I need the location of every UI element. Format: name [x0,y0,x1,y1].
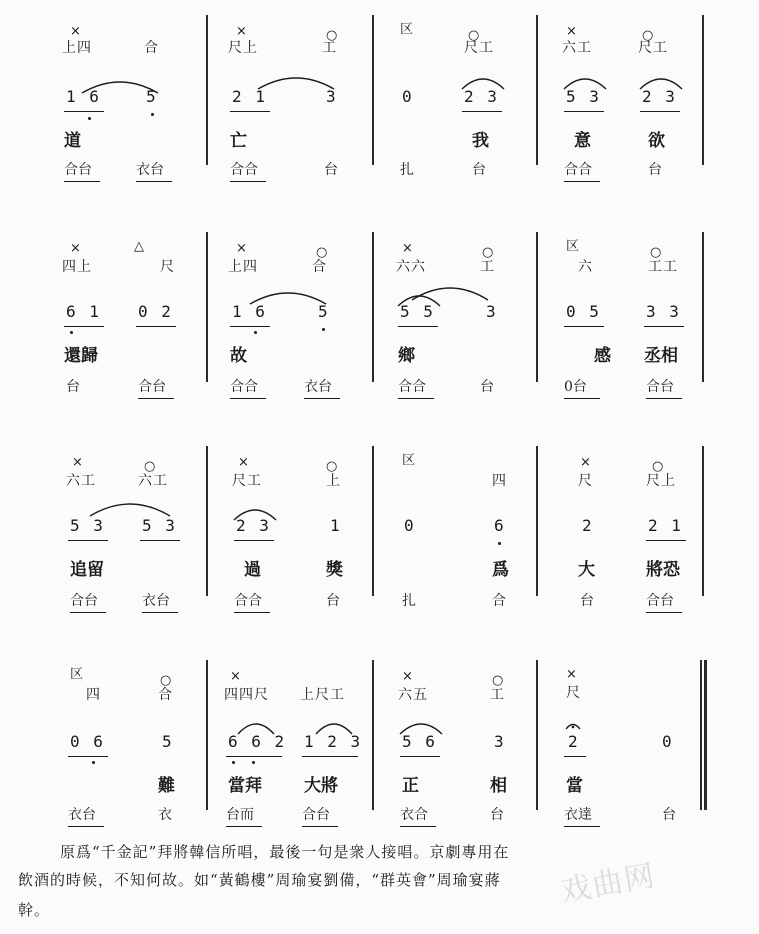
rhythm-underline [640,111,680,112]
gongche-notation: 四四尺 [224,687,269,703]
beat-mark: × [70,24,81,39]
footnote-line-2: 飲酒的時候，不知何故。如“黃鶴樓”周瑜宴劉備，“群英會”周瑜宴蔣 [18,871,501,889]
percussion: 台 [480,379,494,395]
rhythm-underline [230,398,266,399]
footnote-line-3: 幹。 [18,901,51,919]
beat-mark: × [402,669,413,684]
lyric: 故 [230,346,247,366]
gongche-notation: 工 [322,40,337,56]
measure-1-2 [214,15,378,178]
rhythm-underline [70,612,106,613]
gongche-notation: 四 [86,687,101,703]
percussion: 台 [324,162,338,178]
rhythm-underline [68,540,108,541]
gongche-notation: 六工 [138,473,168,489]
gongche-notation: 六工 [562,40,592,56]
percussion: 衣台 [68,807,96,823]
measure-3-1 [48,446,212,609]
rhythm-underline [302,756,358,757]
lyric: 還歸 [64,346,98,366]
rhythm-underline [400,756,440,757]
gongche-notation: 尺上 [646,473,676,489]
gongche-notation: 尺工 [464,40,494,56]
lyric: 感 [594,346,611,366]
measure-4-2 [214,660,378,823]
percussion: 台而 [226,807,254,823]
slur [410,282,490,304]
measure-4-3 [380,660,544,823]
jianpu-numbers: 5 5 [400,302,435,321]
octave-dot [252,761,255,764]
rhythm-underline [646,398,682,399]
measure-3-4 [544,446,708,609]
jianpu-numbers: 2 3 [642,87,677,106]
jianpu-numbers: 5 3 [142,516,177,535]
gongche-notation: 尺 [160,259,175,275]
lyric: 追留 [70,560,104,580]
beat-mark: ○ [652,459,664,474]
jianpu-numbers: 0 6 [70,732,105,751]
percussion: 合台 [64,162,92,178]
rhythm-underline [462,111,502,112]
gongche-notation: 六工 [66,473,96,489]
lyric: 正 [402,776,419,796]
beat-mark: ○ [144,459,156,474]
gongche-notation: 工 [480,259,495,275]
rhythm-underline [68,756,108,757]
percussion: 台 [472,162,486,178]
jianpu-numbers: 3 3 [646,302,681,321]
jianpu-numbers: 5 [146,87,158,106]
lyric: 亡 [230,131,247,151]
lyric: 丞相 [644,346,678,366]
lyric: 欲 [648,131,665,151]
beat-mark: ○ [326,28,338,43]
rhythm-underline [564,181,600,182]
percussion: 扎 [402,593,416,609]
percussion: 扎 [400,162,414,178]
percussion: 台 [648,162,662,178]
beat-mark: △ [134,239,144,254]
rhythm-underline [644,326,684,327]
rhythm-underline [64,111,104,112]
jianpu-numbers: 2 [568,732,580,751]
percussion: 台 [326,593,340,609]
measure-3-2 [214,446,378,609]
jianpu-numbers: 5 [162,732,174,751]
gongche-notation: 四上 [62,259,92,275]
measure-2-4 [544,232,708,395]
measure-1-1 [48,15,212,178]
beat-mark: × [566,24,577,39]
rhythm-underline [564,756,586,757]
rhythm-underline [304,398,340,399]
percussion: 合台 [646,593,674,609]
percussion: 合 [492,593,506,609]
beat-mark: ○ [316,245,328,260]
gongche-notation: 工工 [648,259,678,275]
lyric: 爲 [492,560,509,580]
gongche-notation: 上四 [228,259,258,275]
beat-mark: × [70,241,81,256]
measure-3-3 [380,446,544,609]
beat-mark: × [566,667,577,682]
gongche-notation: 六六 [396,259,426,275]
gongche-notation: 合 [158,687,173,703]
jianpu-numbers: 5 6 [402,732,437,751]
rhythm-underline [400,826,436,827]
rhythm-underline [140,540,180,541]
fermata-arc [564,720,582,730]
jianpu-numbers: 5 3 [70,516,105,535]
octave-dot [151,113,154,116]
jianpu-numbers: 3 [486,302,498,321]
jianpu-numbers: 1 6 [66,87,101,106]
percussion: 合台 [302,807,330,823]
lyric: 道 [64,131,81,151]
gongche-notation: 尺 [566,685,581,701]
beat-mark: × [72,455,83,470]
rhythm-underline [564,326,604,327]
lyric: 我 [472,131,489,151]
gongche-notation: 合 [144,40,159,56]
measure-4-1 [48,660,212,823]
jianpu-numbers: 3 [494,732,506,751]
beat-mark: ○ [326,459,338,474]
jianpu-numbers: 2 1 [648,516,683,535]
octave-dot [322,328,325,331]
jianpu-numbers: 1 6 [232,302,267,321]
octave-dot [88,117,91,120]
jianpu-numbers: 1 2 3 [304,732,363,751]
rhythm-underline [226,756,282,757]
beat-mark: × [236,24,247,39]
gongche-notation: 六五 [398,687,428,703]
lyric: 意 [574,131,591,151]
beat-mark: ○ [642,28,654,43]
rhythm-underline [234,612,270,613]
measure-2-2 [214,232,378,395]
jianpu-numbers: 0 [662,732,674,751]
gongche-notation: 工 [490,687,505,703]
lyric: 獎 [326,560,343,580]
percussion: 台 [662,807,676,823]
gongche-notation: 尺上 [228,40,258,56]
rhythm-underline [142,612,178,613]
lyric: 大 [578,560,595,580]
jianpu-numbers: 6 1 [66,302,101,321]
rhythm-underline [230,181,266,182]
jianpu-numbers: 0 [404,516,416,535]
percussion: 合合 [564,162,592,178]
site-watermark: 戏曲网 [558,858,659,910]
rhythm-underline [230,111,270,112]
jianpu-numbers: 2 3 [464,87,499,106]
beat-mark: ○ [492,673,504,688]
rhythm-underline [136,326,176,327]
octave-dot [232,761,235,764]
jianpu-numbers: 5 [318,302,330,321]
beat-mark: ○ [482,245,494,260]
jianpu-numbers: 2 [582,516,594,535]
jianpu-numbers: 2 1 [232,87,267,106]
gongche-notation: 上四 [62,40,92,56]
rhythm-underline [398,398,434,399]
beat-mark: × [230,669,241,684]
jianpu-numbers: 0 2 [138,302,173,321]
beat-mark: × [238,455,249,470]
percussion: 衣台 [142,593,170,609]
measure-2-1 [48,232,212,395]
rhythm-underline [136,181,172,182]
percussion: 合台 [646,379,674,395]
jianpu-numbers: 2 3 [236,516,271,535]
percussion: 0台 [564,379,587,395]
percussion: 台 [490,807,504,823]
gongche-notation: 尺工 [638,40,668,56]
rhythm-underline [564,111,604,112]
gongche-notation: 六 [578,259,593,275]
jianpu-numbers: 6 6 2 [228,732,287,751]
rhythm-underline [398,326,438,327]
score-system-4 [48,660,710,830]
jianpu-numbers: 0 5 [566,302,601,321]
jianpu-numbers: 3 [326,87,338,106]
percussion: 合合 [230,379,258,395]
lyric: 將恐 [646,560,680,580]
rhythm-underline [302,826,338,827]
beat-mark: × [236,241,247,256]
beat-mark: × [580,455,591,470]
jianpu-numbers: 5 3 [566,87,601,106]
percussion: 合合 [398,379,426,395]
octave-dot [254,331,257,334]
gongche-notation: 四 [492,473,507,489]
lyric: 過 [244,560,261,580]
rhythm-underline [68,826,104,827]
slur [256,73,336,93]
beat-mark: 区 [402,453,416,468]
percussion: 合合 [234,593,262,609]
gongche-notation: 上尺工 [300,687,345,703]
beat-mark: ○ [650,245,662,260]
beat-mark: 区 [566,239,580,254]
gongche-notation: 上 [326,473,341,489]
beat-mark: ○ [160,673,172,688]
percussion: 衣台 [304,379,332,395]
beat-mark: × [402,241,413,256]
rhythm-underline [64,181,100,182]
footnote-line-1: 原爲“千金記”拜將韓信所唱，最後一句是衆人接唱。京劇專用在 [60,843,510,861]
jianpu-numbers: 6 [494,516,506,535]
gongche-notation: 尺工 [232,473,262,489]
percussion: 合台 [138,379,166,395]
rhythm-underline [564,826,600,827]
beat-mark: 区 [70,667,84,682]
score-system-1 [48,15,710,185]
measure-4-4 [544,660,708,823]
rhythm-underline [646,612,682,613]
rhythm-underline [138,398,174,399]
percussion: 合台 [70,593,98,609]
percussion: 衣達 [564,807,592,823]
measure-1-4 [544,15,708,178]
octave-dot [498,542,501,545]
score-system-2 [48,232,710,402]
rhythm-underline [646,540,686,541]
measure-1-3 [380,15,544,178]
lyric: 當拜 [228,776,262,796]
rhythm-underline [226,826,262,827]
octave-dot [70,331,73,334]
percussion: 衣 [158,807,172,823]
gongche-notation: 尺 [578,473,593,489]
measure-2-3 [380,232,544,395]
score-system-3 [48,446,710,616]
lyric: 當 [566,776,583,796]
rhythm-underline [230,326,270,327]
lyric: 相 [490,776,507,796]
percussion: 衣合 [400,807,428,823]
lyric: 鄉 [398,346,415,366]
rhythm-underline [64,326,104,327]
jianpu-numbers: 0 [402,87,414,106]
beat-mark: ○ [468,28,480,43]
percussion: 台 [66,379,80,395]
gongche-notation: 合 [312,259,327,275]
lyric: 大將 [304,776,338,796]
jianpu-numbers: 1 [330,516,342,535]
rhythm-underline [234,540,274,541]
percussion: 衣台 [136,162,164,178]
rhythm-underline [564,398,600,399]
beat-mark: 区 [400,22,414,37]
octave-dot [92,761,95,764]
percussion: 台 [580,593,594,609]
percussion: 合合 [230,162,258,178]
lyric: 難 [158,776,175,796]
